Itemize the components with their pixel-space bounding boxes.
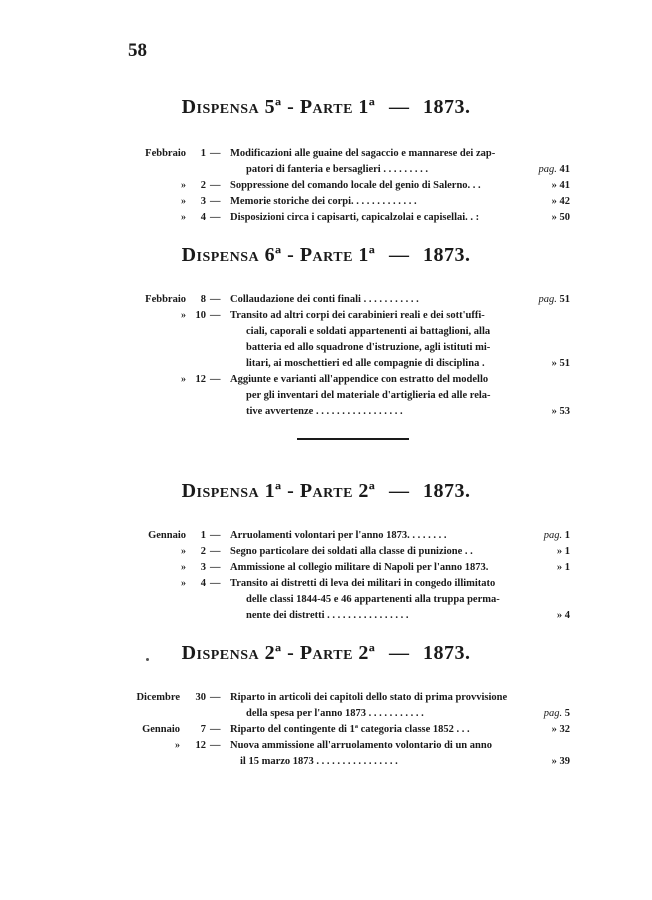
entry-number: 2 (200, 180, 206, 191)
page-value: 50 (559, 212, 570, 223)
heading-year: 1873. (422, 642, 471, 664)
section-heading: Dispensa 5ª - Parte 1ª — 1873. (181, 96, 471, 118)
entry-text: Disposizioni circa i capisarti, capicalzolai e capisellai. . : (230, 212, 480, 223)
entry-page-ref (520, 544, 570, 560)
page-value: 1 (564, 546, 570, 557)
page-label: pag. (538, 164, 557, 175)
heading-parte: Parte 2ª (299, 480, 376, 502)
heading-parte: Parte 1ª (299, 244, 376, 266)
section-divider-rule (297, 438, 409, 440)
entry-page-ref (520, 560, 570, 576)
entry-text: ciali, caporali e soldati appartenenti ai battaglioni, alla (246, 326, 491, 337)
entry-text: Memorie storiche dei corpi. . . . . . . . . . . . . (230, 196, 417, 207)
entry-month: » (181, 578, 186, 589)
entry-dash: — (210, 740, 221, 751)
entry-dash: — (210, 148, 221, 159)
entry-text: delle classi 1844-45 e 46 appartenenti alla truppa perma- (246, 594, 500, 605)
entry-text: Transito ai distretti di leva dei militari in congedo illimitato (230, 578, 496, 589)
heading-dispensa: Dispensa 1ª (181, 480, 282, 502)
entry-month: » (181, 562, 186, 573)
section-heading: Dispensa 6ª - Parte 1ª — 1873. (181, 244, 471, 266)
entry-number: 8 (200, 294, 206, 305)
entry-number: 3 (200, 196, 206, 207)
page-value: 39 (559, 756, 570, 767)
page-value: 1 (564, 562, 570, 573)
page-value: 41 (559, 180, 570, 191)
entry-text: il 15 marzo 1873 . . . . . . . . . . . . . . . . (240, 756, 398, 767)
page-value: 41 (559, 164, 570, 175)
entry-text: Modificazioni alle guaine del sagaccio e mannarese dei zap- (230, 148, 496, 159)
entry-month: » (181, 212, 186, 223)
entry-month: Febbraio (145, 148, 186, 159)
page-label: » (551, 358, 557, 369)
page-label: » (551, 756, 557, 767)
page-label: » (556, 562, 563, 573)
entry-dash: — (210, 562, 221, 573)
entry-dash: — (210, 692, 221, 703)
heading-year: 1873. (422, 244, 471, 266)
entry-month: » (181, 180, 186, 191)
entry-month: » (181, 196, 186, 207)
page-label: » (551, 724, 557, 735)
page-label: » (556, 546, 563, 557)
entry-page-ref (520, 722, 570, 738)
entry-number: 7 (200, 724, 206, 735)
entry-text: Soppressione del comando locale del genio di Salerno. . . (230, 180, 481, 191)
entry-number: 30 (195, 692, 206, 703)
entry-text: Nuova ammissione all'arruolamento volontario di un anno (230, 740, 492, 751)
entry-page-ref (520, 178, 570, 194)
heading-parte: Parte 2ª (299, 642, 376, 664)
page-label: » (551, 406, 557, 417)
entry-dash: — (210, 196, 221, 207)
entry-month: » (181, 374, 186, 385)
heading-dispensa: Dispensa 2ª (181, 642, 282, 664)
page-value: 4 (564, 610, 570, 621)
entry-month: Gennaio (142, 724, 180, 735)
entry-text: Transito ad altri corpi dei carabinieri reali e dei sott'uffi- (230, 310, 485, 321)
entry-month: » (181, 546, 186, 557)
page-value: 53 (559, 406, 570, 417)
entry-text: Riparto in articoli dei capitoli dello stato di prima provvisione (230, 692, 508, 703)
page-value: 5 (564, 708, 570, 719)
entry-page-ref (520, 210, 570, 226)
heading-dispensa: Dispensa 6ª (181, 244, 282, 266)
entry-text: Collaudazione dei conti finali . . . . . . . . . . . (230, 294, 419, 305)
page-number: 58 (128, 40, 147, 61)
entry-text: Segno particolare dei soldati alla classe di punizione . . (230, 546, 473, 557)
entry-text: Arruolamenti volontari per l'anno 1873. . . . . . . . (230, 530, 447, 541)
entry-number: 12 (195, 374, 206, 385)
entry-dash: — (210, 374, 221, 385)
page-value: 32 (559, 724, 570, 735)
entry-page-ref (520, 404, 570, 420)
page-value: 51 (559, 358, 570, 369)
heading-year: 1873. (422, 96, 471, 118)
page-value: 51 (559, 294, 570, 305)
entry-month: Gennaio (148, 530, 186, 541)
entry-dash: — (210, 212, 221, 223)
page-value: 1 (564, 530, 570, 541)
entry-page-ref (520, 608, 570, 624)
entry-text: Aggiunte e varianti all'appendice con estratto del modello (230, 374, 489, 385)
entry-page-ref (520, 194, 570, 210)
entry-number: 1 (200, 530, 206, 541)
entry-number: 2 (200, 546, 206, 557)
page-label: » (551, 196, 557, 207)
entry-text: Riparto del contingente di 1ª categoria classe 1852 . . . (230, 724, 470, 735)
heading-parte: Parte 1ª (299, 96, 376, 118)
entry-number: 12 (195, 740, 206, 751)
page-label: pag. (538, 294, 557, 305)
heading-dispensa: Dispensa 5ª (181, 96, 282, 118)
page-value: 42 (559, 196, 570, 207)
entry-page-ref (520, 356, 570, 372)
entry-page-ref (520, 292, 570, 308)
section-heading: Dispensa 1ª - Parte 2ª — 1873. (181, 480, 471, 502)
entry-number: 4 (200, 212, 206, 223)
entry-text: nente dei distretti . . . . . . . . . . . . . . . . (246, 610, 409, 621)
section-heading: Dispensa 2ª - Parte 2ª — 1873. (181, 642, 471, 664)
entry-number: 1 (200, 148, 206, 159)
entry-month: Febbraio (145, 294, 186, 305)
entry-dash: — (210, 294, 221, 305)
page-label: pag. (543, 530, 563, 541)
entry-text: patori di fanteria e bersaglieri . . . . . . . . . (246, 164, 428, 175)
entry-dash: — (210, 310, 221, 321)
page-label: » (551, 180, 557, 191)
entry-text: tive avvertenze . . . . . . . . . . . . . . . . . (246, 406, 403, 417)
page-label: pag. (543, 708, 563, 719)
page-label: » (556, 610, 563, 621)
entry-page-ref (520, 528, 570, 544)
entry-text: batteria ed allo squadrone d'istruzione, agli istituti mi- (246, 342, 491, 353)
entry-text: della spesa per l'anno 1873 . . . . . . . . . . . (246, 708, 424, 719)
entry-dash: — (210, 724, 221, 735)
entry-dash: — (210, 546, 221, 557)
entry-text: litari, ai moschettieri ed alle compagnie di disciplina . (246, 358, 485, 369)
entry-dash: — (210, 180, 221, 191)
entry-page-ref (520, 706, 570, 722)
heading-year: 1873. (422, 480, 471, 502)
entry-dash: — (210, 530, 221, 541)
entry-page-ref (520, 162, 570, 178)
entry-text: per gli inventari del materiale d'artiglieria ed alle rela- (246, 390, 491, 401)
page-label: » (551, 212, 557, 223)
entry-number: 4 (200, 578, 206, 589)
entry-text: Ammissione al collegio militare di Napoli per l'anno 1873. (230, 562, 489, 573)
entry-month: Dicembre (136, 692, 180, 703)
entry-dash: — (210, 578, 221, 589)
entry-number: 3 (200, 562, 206, 573)
entry-page-ref (520, 754, 570, 770)
entry-number: 10 (195, 310, 206, 321)
entry-month: » (175, 740, 180, 751)
entry-month: » (181, 310, 186, 321)
